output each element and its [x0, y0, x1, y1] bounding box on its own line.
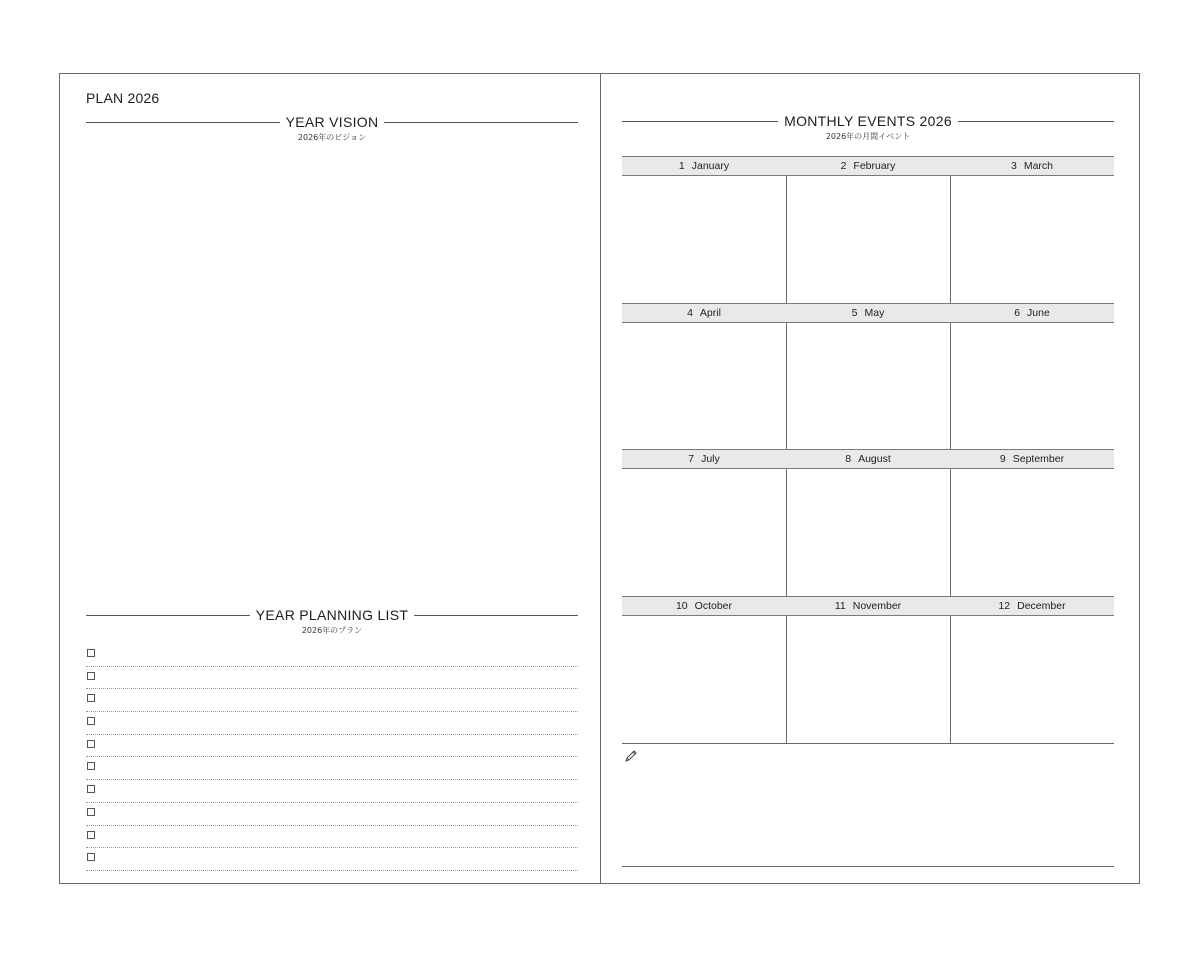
month-name: April: [699, 306, 721, 319]
month-name: November: [852, 600, 902, 613]
month-label-december: [950, 596, 1114, 616]
month-number: 6: [1014, 306, 1021, 319]
month-name: June: [1027, 306, 1050, 319]
year-vision-header: [86, 114, 578, 130]
planning-row: [86, 850, 578, 873]
month-row: [622, 303, 1114, 450]
column-divider: [786, 469, 787, 596]
column-divider: [950, 469, 951, 596]
checkbox[interactable]: [87, 694, 95, 702]
month-number: 9: [999, 453, 1006, 466]
month-number: 10: [675, 600, 688, 613]
dotted-rule: [86, 801, 578, 803]
column-divider: [786, 323, 787, 450]
month-cell[interactable]: [786, 616, 950, 742]
column-divider: [786, 176, 787, 303]
column-divider: [786, 616, 787, 743]
title-rule-right: [384, 122, 578, 123]
column-divider: [950, 176, 951, 303]
page-divider: [600, 73, 601, 884]
column-divider: [950, 323, 951, 450]
month-row: [622, 156, 1114, 303]
title-rule-left: [622, 121, 778, 122]
year-planning-list: [86, 646, 578, 873]
month-label-november: [786, 596, 950, 616]
planning-row: [86, 759, 578, 782]
year-vision-subtitle: 2026年のビジョン: [297, 133, 367, 142]
month-name: May: [864, 306, 885, 319]
month-label-january: [622, 156, 786, 176]
memo-area[interactable]: [642, 748, 1114, 864]
planning-row: [86, 782, 578, 805]
checkbox[interactable]: [87, 717, 95, 725]
grid-bottom-rule: [622, 743, 1114, 744]
checkbox[interactable]: [87, 831, 95, 839]
month-name: February: [853, 160, 896, 172]
month-cell[interactable]: [786, 323, 950, 449]
month-cell[interactable]: [622, 616, 786, 742]
title-rule-right: [958, 121, 1114, 122]
dotted-rule: [86, 824, 578, 826]
column-divider: [950, 616, 951, 743]
title-rule-left: [86, 615, 250, 616]
month-cell[interactable]: [786, 176, 950, 302]
month-label-september: [950, 449, 1114, 469]
checkbox[interactable]: [87, 853, 95, 861]
planning-row: [86, 646, 578, 669]
month-label-february: [786, 156, 950, 176]
dotted-rule: [86, 665, 578, 667]
month-number: 4: [687, 306, 693, 319]
month-number: 5: [851, 306, 858, 319]
month-number: 3: [1010, 160, 1017, 172]
planning-row: [86, 669, 578, 692]
month-label-august: [786, 449, 950, 469]
month-number: 11: [834, 600, 846, 613]
dotted-rule: [86, 869, 578, 871]
dotted-rule: [86, 755, 578, 757]
month-number: 12: [998, 600, 1011, 613]
year-planning-header: [86, 607, 578, 623]
pencil-icon: [624, 749, 638, 763]
month-row: [622, 596, 1114, 743]
checkbox[interactable]: [87, 808, 95, 816]
year-vision-area[interactable]: [86, 146, 578, 596]
month-label-june: [950, 303, 1114, 323]
month-cell[interactable]: [950, 616, 1114, 742]
monthly-events-title: MONTHLY EVENTS 2026: [784, 113, 952, 129]
month-number: 8: [845, 453, 852, 466]
month-number: 7: [688, 453, 695, 466]
month-label-october: [622, 596, 786, 616]
month-cell[interactable]: [950, 469, 1114, 595]
planning-row: [86, 737, 578, 760]
checkbox[interactable]: [87, 740, 95, 748]
year-planning-subtitle: 2026年のプラン: [301, 626, 363, 635]
month-name: March: [1023, 160, 1054, 172]
monthly-events-header: [622, 113, 1114, 129]
dotted-rule: [86, 846, 578, 848]
month-name: September: [1012, 453, 1065, 466]
monthly-events-subtitle: 2026年の月間イベント: [825, 132, 911, 141]
month-row: [622, 449, 1114, 596]
month-number: 2: [840, 160, 847, 172]
month-cell[interactable]: [622, 176, 786, 302]
month-label-march: [950, 156, 1114, 176]
planning-row: [86, 714, 578, 737]
title-rule-right: [414, 615, 578, 616]
checkbox[interactable]: [87, 785, 95, 793]
month-name: October: [694, 600, 733, 613]
month-cell[interactable]: [622, 323, 786, 449]
checkbox[interactable]: [87, 762, 95, 770]
month-number: 1: [678, 160, 685, 172]
dotted-rule: [86, 733, 578, 735]
dotted-rule: [86, 778, 578, 780]
plan-title: PLAN 2026: [86, 90, 160, 106]
month-label-july: [622, 449, 786, 469]
month-label-april: [622, 303, 786, 323]
title-rule-left: [86, 122, 280, 123]
year-planning-title: YEAR PLANNING LIST: [255, 607, 409, 623]
planning-row: [86, 828, 578, 851]
month-name: January: [691, 160, 730, 172]
month-grid: [622, 156, 1114, 743]
month-name: August: [858, 453, 891, 466]
memo-bottom-rule: [622, 866, 1114, 867]
checkbox[interactable]: [87, 672, 95, 680]
month-name: July: [701, 453, 720, 466]
planning-row: [86, 691, 578, 714]
planning-row: [86, 805, 578, 828]
year-vision-title: YEAR VISION: [285, 114, 379, 130]
month-label-may: [786, 303, 950, 323]
month-cell[interactable]: [950, 176, 1114, 302]
checkbox[interactable]: [87, 649, 95, 657]
dotted-rule: [86, 710, 578, 712]
month-cell[interactable]: [622, 469, 786, 595]
month-name: December: [1017, 600, 1066, 613]
dotted-rule: [86, 687, 578, 689]
month-cell[interactable]: [950, 323, 1114, 449]
month-cell[interactable]: [786, 469, 950, 595]
